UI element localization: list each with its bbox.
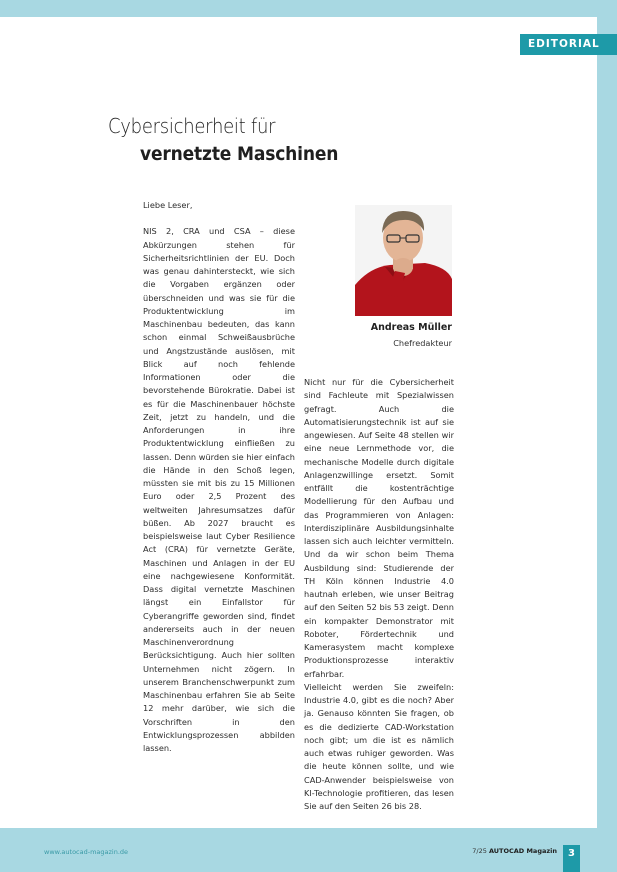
greeting: Liebe Leser, — [143, 200, 193, 210]
author-photo — [355, 205, 452, 316]
page-number: 3 — [563, 845, 580, 872]
article-title-line1: Cybersicherheit für — [108, 114, 276, 138]
right-column-paragraph-2: Vielleicht werden Sie zweifeln: Industrie 4.0, gibt es die noch? Aber ja. Genauso könnten Sie fragen, ob es die dedizierte CAD-Workstation noch gibt; um die ist es nämlich auch etwas ruhiger geworden. Was die heute können sollte, und wie CAD-Anwender beispielsweise von KI-Technologie profitieren, das lesen Sie auf den Seiten 26 bis 28. — [304, 681, 454, 811]
author-portrait-icon — [355, 205, 452, 316]
author-name: Andreas Müller — [370, 322, 452, 333]
article-right-column — [304, 376, 454, 813]
footer-website-link[interactable]: www.autocad-magazin.de — [44, 848, 129, 856]
right-column-paragraph-1: Nicht nur für die Cybersicherheit sind Fachleute mit Spezialwissen gefragt. Auch die Automatisierungstechnik ist auf sie angewiesen. Auf Seite 48 stellen wir eine neue Lernmethode vor, die mechanische Modelle durch digitale Anlagenzwillinge ersetzt. Somit entfällt die kostenträchtige Modellierung für den Aufbau und das Programmieren von Anlagen: Interdisziplinäre Ausbildungsinhalte lassen sich auch leichter vermitteln. Und da wir schon beim Thema Ausbildung sind: Studierende der TH Köln können Industrie 4.0 hautnah erleben, wie unser Beitrag auf den Seiten 52 bis 53 zeigt. Denn ein kompakter Demonstrator mit Roboter, Fördertechnik und Kamerasystem macht komplexe Produktionsprozesse interaktiv erfahrbar. — [304, 377, 454, 679]
footer-issue-info — [472, 847, 557, 855]
author-role: Chefredakteur — [393, 338, 452, 348]
left-column-paragraph: NIS 2, CRA und CSA – diese Abkürzungen stehen für Sicherheitsrichtlinien der EU. Doch was genau dahintersteckt, wie sich die Vorgaben ergänzen oder überschneiden und was sie für die Produktentwicklung im Maschinenbau bedeuten, das kann schon einmal Schweißausbrüche und Angstzustände auslösen, mit Blick auf noch fehlende Informationen oder die bevorstehende Bürokratie. Dabei ist es für die Maschinenbauer höchste Zeit, jetzt zu handeln, und die Anforderungen in ihre Produktentwicklung einfließen zu lassen. Denn würden sie hier einfach die Hände in den Schoß legen, müssten sie mit bis zu 15 Millionen Euro oder 2,5 Prozent des weltweiten Jahresumsatzes dafür büßen. Ab 2027 braucht es beispielsweise laut Cyber Resilience Act (CRA) für vernetzte Geräte, Maschinen und Anlagen in der EU eine nachgewiesene Konformität. Dass digital vernetzte Maschinen längst ein Einfallstor für Cyberangriffe geworden sind, findet andererseits auch in der neuen Maschinenverordnung Berücksichtigung. Auch hier sollten Unternehmen nicht zögern. In unserem Branchenschwerpunkt zum Maschinenbau erfahren Sie ab Seite 12 mehr darüber, wie sich die Vorschriften in den Entwicklungsprozessen abbilden lassen. — [143, 226, 295, 753]
article-title-line2: vernetzte Maschinen — [140, 143, 339, 165]
article-left-column — [143, 199, 295, 755]
magazine-name: AUTOCAD Magazin — [488, 847, 557, 855]
top-color-band — [0, 0, 617, 17]
section-label-editorial: EDITORIAL — [520, 34, 617, 55]
issue-number: 7/25 — [472, 847, 487, 855]
right-color-band — [597, 0, 617, 872]
